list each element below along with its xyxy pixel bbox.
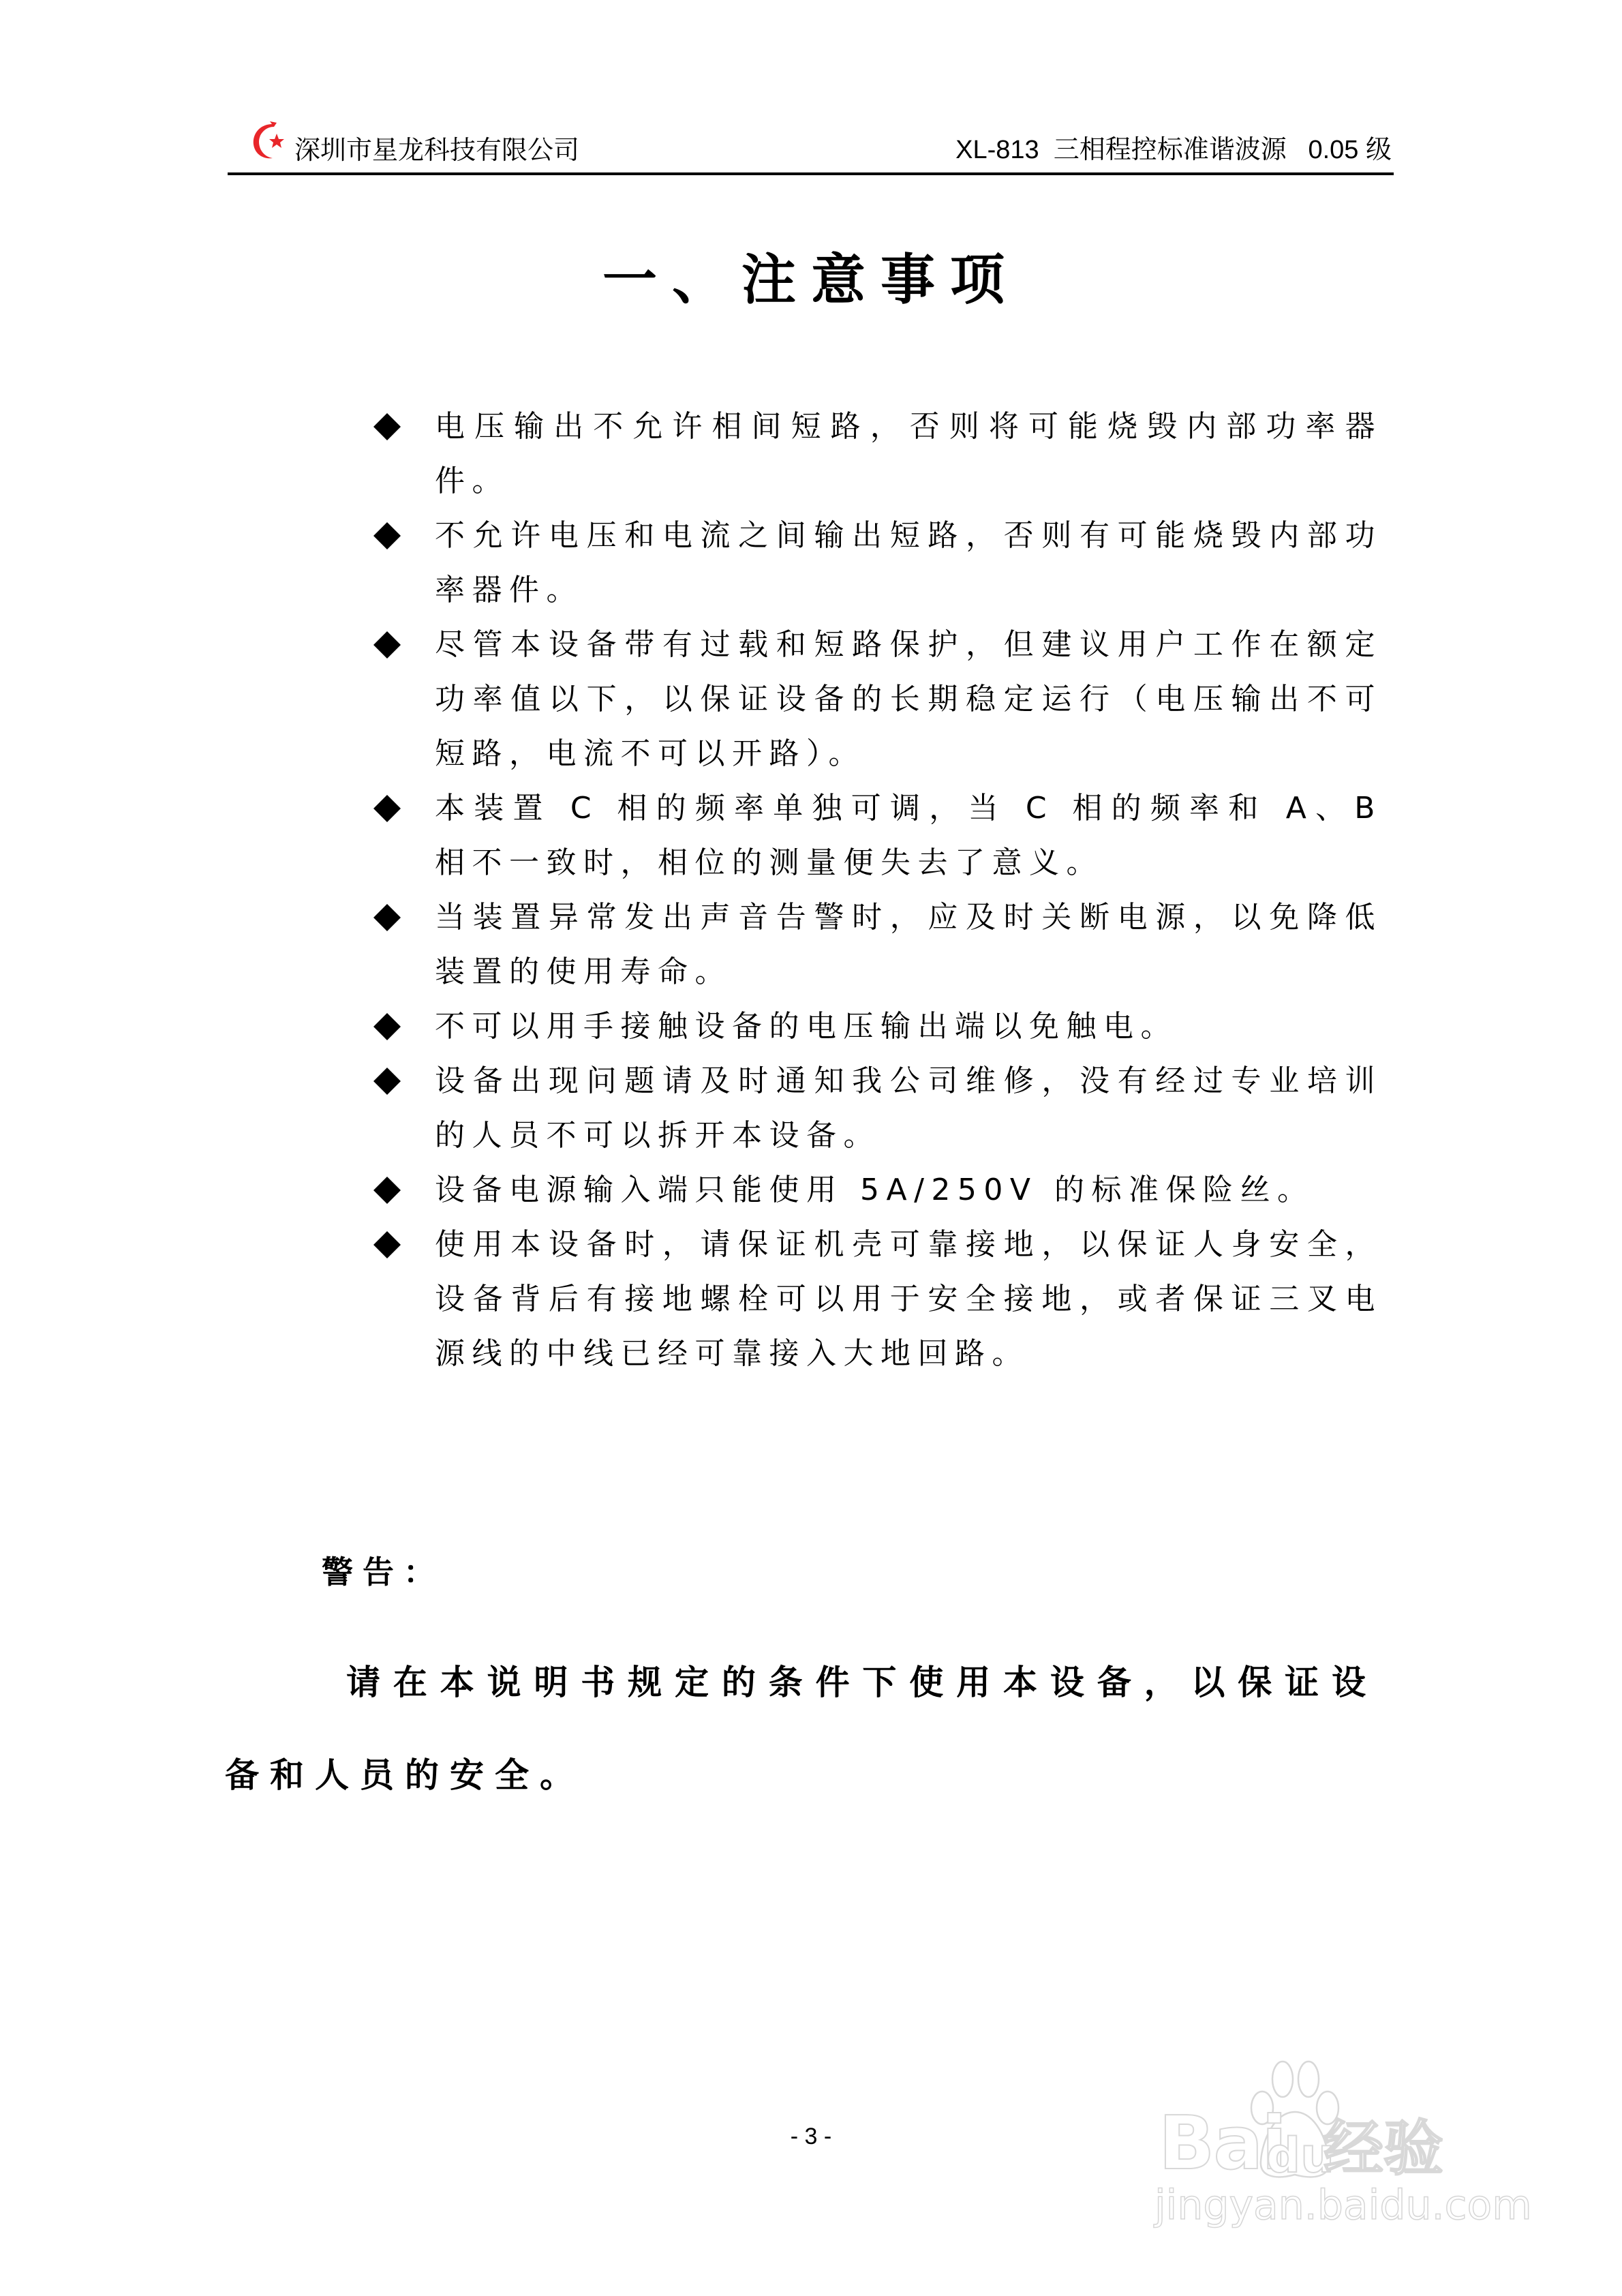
diamond-bullet-icon <box>373 522 401 549</box>
diamond-bullet-icon <box>373 795 401 822</box>
list-item <box>373 399 1382 509</box>
product-title: XL-813 三相程控标准谐波源 0.05 级 <box>955 136 1392 164</box>
note-text: 电压输出不允许相间短路，否则将可能烧毁内部功率器件。 <box>435 409 1382 498</box>
watermark-brand-du: du <box>1266 2128 1334 2184</box>
diamond-bullet-icon <box>373 1231 401 1258</box>
header-divider <box>228 172 1394 175</box>
note-text: 不可以用手接触设备的电压输出端以免触电。 <box>435 1009 1178 1044</box>
list-item <box>373 781 1382 890</box>
list-item <box>373 1163 1382 1218</box>
diamond-bullet-icon <box>373 1177 401 1204</box>
warning-label: 警告： <box>322 1554 444 1590</box>
watermark-brand: Bai <box>1159 2101 1286 2186</box>
diamond-bullet-icon <box>373 904 401 931</box>
note-text: 不允许电压和电流之间输出短路，否则有可能烧毁内部功率器件。 <box>435 518 1382 607</box>
warning-text: 请在本说明书规定的条件下使用本设备，以保证设备和人员的安全。 <box>225 1663 1377 1795</box>
watermark-brand-cn: 经验 <box>1323 2113 1444 2184</box>
list-item <box>373 618 1382 781</box>
company-name: 深圳市星龙科技有限公司 <box>294 135 580 165</box>
note-text: 设备出现问题请及时通知我公司维修，没有经过专业培训的人员不可以拆开本设备。 <box>435 1063 1382 1153</box>
precautions-list <box>373 399 1382 1381</box>
section-title: 一、注意事项 <box>602 247 1020 312</box>
diamond-bullet-icon <box>373 1068 401 1095</box>
note-text: 使用本设备时，请保证机壳可靠接地，以保证人身安全，设备背后有接地螺栓可以用于安全接地，或者保证三叉电源线的中线已经可靠接入大地回路。 <box>435 1227 1382 1371</box>
note-text: 设备电源输入端只能使用 5A/250V 的标准保险丝。 <box>435 1173 1315 1207</box>
watermark-url: jingyan.baidu.com <box>1154 2181 1532 2229</box>
list-item <box>373 1054 1382 1163</box>
page-number: - 3 - <box>790 2124 832 2149</box>
diamond-bullet-icon <box>373 413 401 440</box>
list-item <box>373 1218 1382 1381</box>
diamond-bullet-icon <box>373 1013 401 1040</box>
list-item <box>373 999 1382 1054</box>
list-item <box>373 890 1382 999</box>
baidu-jingyan-watermark <box>1145 2052 1567 2243</box>
diamond-bullet-icon <box>373 631 401 659</box>
list-item <box>373 509 1382 618</box>
note-text: 本装置 C 相的频率单独可调，当 C 相的频率和 A、B 相不一致时，相位的测量便失去了意义。 <box>435 791 1382 880</box>
note-text: 当装置异常发出声音告警时，应及时关断电源，以免降低装置的使用寿命。 <box>435 900 1382 989</box>
note-text: 尽管本设备带有过载和短路保护，但建议用户工作在额定功率值以下，以保证设备的长期稳定运行（电压输出不可短路，电流不可以开路）。 <box>435 627 1382 771</box>
company-logo-icon <box>249 120 289 162</box>
